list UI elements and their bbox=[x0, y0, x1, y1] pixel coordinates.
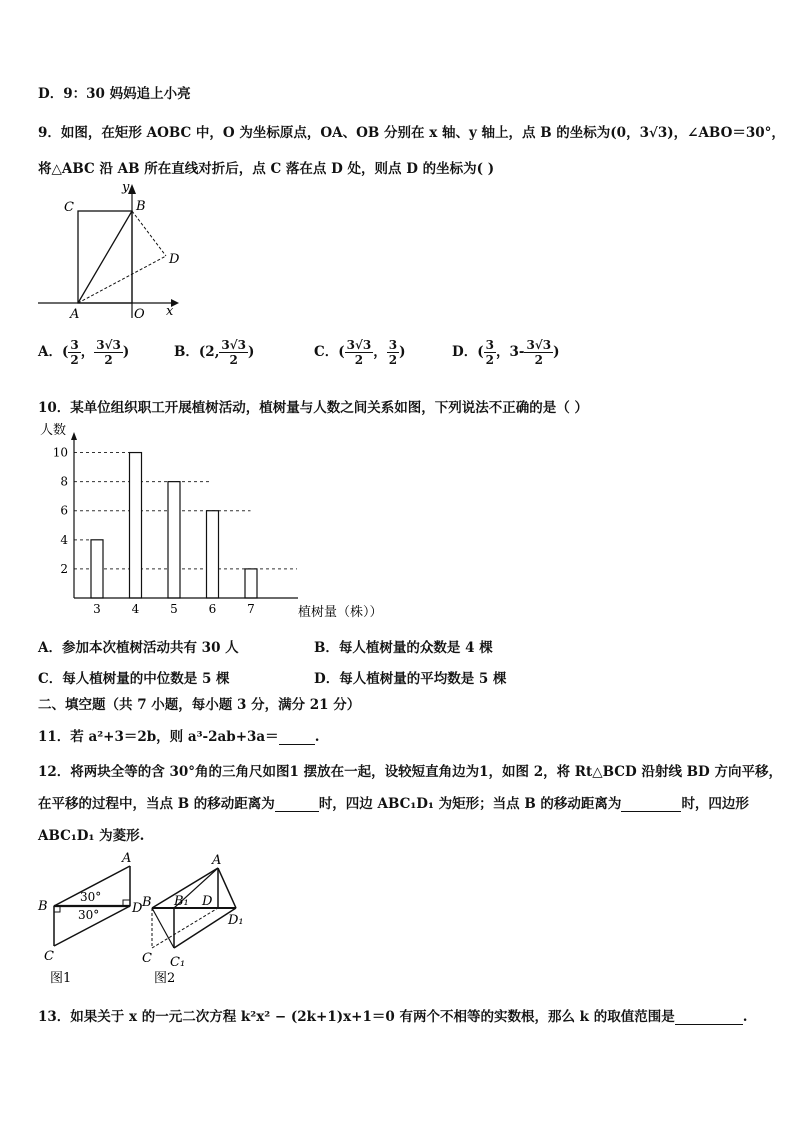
q11-end: . bbox=[314, 729, 320, 745]
fig1-caption: 图1 bbox=[50, 971, 72, 986]
q12-blank-2[interactable] bbox=[621, 811, 681, 812]
fig2-label-b1: B₁ bbox=[174, 894, 189, 909]
chart-bar-6 bbox=[207, 511, 219, 598]
fraction: $\frac{3√3}{2}$ bbox=[221, 338, 246, 367]
q10-text: 10．某单位组织职工开展植树活动，植树量与人数之间关系如图，下列说法不正确的是（ ） bbox=[38, 400, 588, 416]
separator: ，3- bbox=[495, 344, 525, 360]
fig1-label-b: B bbox=[38, 899, 48, 914]
q11 bbox=[38, 725, 319, 745]
fig1-label-d: D bbox=[132, 901, 143, 916]
close-paren: ) bbox=[122, 344, 130, 360]
diagonal-ab bbox=[78, 211, 132, 303]
q10-option-c[interactable]: C．每人植树量的中位数是 5 棵 bbox=[38, 671, 230, 687]
section-2-heading: 二、填空题（共 7 小题，每小题 3 分，满分 21 分） bbox=[38, 697, 361, 713]
chart-y-tick-label: 4 bbox=[60, 532, 68, 547]
q13 bbox=[38, 1005, 747, 1025]
chart-x-tick-label: 6 bbox=[208, 602, 217, 616]
chart-bar-4 bbox=[130, 453, 142, 598]
q9-option-d[interactable] bbox=[452, 338, 559, 367]
label-x: x bbox=[166, 304, 174, 319]
q12-line3: ABC₁D₁ 为菱形. bbox=[38, 828, 145, 844]
fig2-label-a: A bbox=[212, 853, 222, 868]
fraction: $\frac{3}{2}$ bbox=[485, 338, 494, 367]
q10-option-b[interactable]: B．每人植树量的众数是 4 棵 bbox=[314, 640, 493, 656]
chart-x-tick-label: 5 bbox=[170, 602, 178, 616]
q10-option-a[interactable]: A．参加本次植树活动共有 30 人 bbox=[38, 640, 239, 656]
q12-line2b: 时，四边 ABC₁D₁ 为矩形；当点 B 的移动距离为 bbox=[318, 796, 622, 812]
fraction: $\frac{3√3}{2}$ bbox=[346, 338, 372, 367]
q9-option-b[interactable] bbox=[174, 338, 254, 367]
separator: ， bbox=[80, 344, 95, 360]
opt-prefix: C．( bbox=[314, 344, 345, 360]
fig2-label-c1: C₁ bbox=[170, 955, 186, 970]
fraction: $\frac{3}{2}$ bbox=[70, 338, 79, 367]
fig2-label-d1: D₁ bbox=[228, 913, 244, 928]
chart-xlabel: 植树量（株）） bbox=[298, 605, 383, 620]
label-d: D bbox=[169, 252, 180, 267]
fig2-label-c: C bbox=[142, 951, 152, 966]
q9-figure bbox=[36, 178, 186, 323]
q11-text: 11．若 a²+3＝2b，则 a³-2ab+3a＝ bbox=[38, 729, 279, 745]
fig2-label-b: B bbox=[142, 895, 152, 910]
fig1-angle-1: 30° bbox=[80, 890, 102, 904]
chart-x-tick-label: 3 bbox=[93, 602, 101, 616]
q9-option-c[interactable] bbox=[314, 338, 405, 367]
q13-answer-blank[interactable] bbox=[675, 1024, 743, 1025]
q13-end: . bbox=[742, 1009, 748, 1025]
chart-bar-3 bbox=[91, 540, 103, 598]
close-paren: ) bbox=[399, 344, 406, 360]
close-paren: ) bbox=[248, 344, 255, 360]
label-b: B bbox=[136, 199, 146, 214]
fig2-label-d: D bbox=[202, 894, 213, 909]
q11-answer-blank[interactable] bbox=[279, 744, 315, 745]
fold-bd bbox=[132, 211, 166, 256]
opt-prefix: B．(2, bbox=[174, 344, 220, 360]
fig1-label-a: A bbox=[122, 851, 132, 866]
chart-bar-7 bbox=[245, 569, 257, 598]
chart-y-tick-label: 2 bbox=[60, 561, 68, 576]
fraction: $\frac{3√3}{2}$ bbox=[96, 338, 121, 367]
fraction: $\frac{3}{2}$ bbox=[388, 338, 398, 367]
chart-ylabel: 人数 bbox=[40, 423, 67, 438]
q13-text: 13．如果关于 x 的一元二次方程 k²x² − (2k+1)x+1＝0 有两个不相等的实数根，那么 k 的取值范围是 bbox=[38, 1009, 675, 1025]
tree-planting-bar-chart bbox=[36, 420, 406, 625]
q9-line2: 将△ABC 沿 AB 所在直线对折后，点 C 落在点 D 处，则点 D 的坐标为( ) bbox=[38, 161, 495, 177]
q9-option-a[interactable] bbox=[38, 338, 129, 367]
q12-figure-1 bbox=[34, 848, 146, 988]
q12-figure-2 bbox=[140, 850, 260, 990]
fig1-label-c: C bbox=[44, 949, 54, 964]
chart-x-tick-label: 7 bbox=[247, 602, 255, 616]
q12-line2c: 时，四边形 bbox=[681, 796, 749, 812]
opt-prefix: A．( bbox=[38, 344, 69, 360]
separator: ， bbox=[373, 344, 387, 360]
label-y: y bbox=[122, 180, 130, 195]
q12-line2a: 在平移的过程中，当点 B 的移动距离为 bbox=[38, 796, 275, 812]
fig2-caption: 图2 bbox=[154, 971, 176, 986]
chart-bar-5 bbox=[168, 482, 180, 598]
chart-y-tick-label: 6 bbox=[60, 503, 68, 518]
close-paren: ) bbox=[553, 344, 560, 360]
fraction: $\frac{3√3}{2}$ bbox=[526, 338, 552, 367]
q9-line1: 9．如图，在矩形 AOBC 中，O 为坐标原点，OA、OB 分别在 x 轴、y 轴上，点 B 的坐标为(0，3√3)，∠ABO＝30°， bbox=[38, 125, 785, 141]
chart-x-tick-label: 4 bbox=[131, 602, 140, 616]
label-o: O bbox=[134, 307, 145, 322]
label-c: C bbox=[64, 200, 74, 215]
opt-prefix: D．( bbox=[452, 344, 484, 360]
fig1-angle-2: 30° bbox=[78, 908, 100, 922]
chart-y-tick-label: 8 bbox=[60, 474, 68, 489]
label-a: A bbox=[70, 307, 80, 322]
chart-y-tick-label: 10 bbox=[52, 445, 68, 460]
q10-option-d[interactable]: D．每人植树量的平均数是 5 棵 bbox=[314, 671, 507, 687]
q12-blank-1[interactable] bbox=[275, 811, 319, 812]
q12-line2 bbox=[38, 792, 749, 812]
q12-line1: 12．将两块全等的含 30°角的三角尺如图1 摆放在一起，设较短直角边为1，如图 2，将 Rt△BCD 沿射线 BD 方向平移， bbox=[38, 764, 782, 780]
q8-option-d: D．9：30 妈妈追上小亮 bbox=[38, 86, 191, 102]
